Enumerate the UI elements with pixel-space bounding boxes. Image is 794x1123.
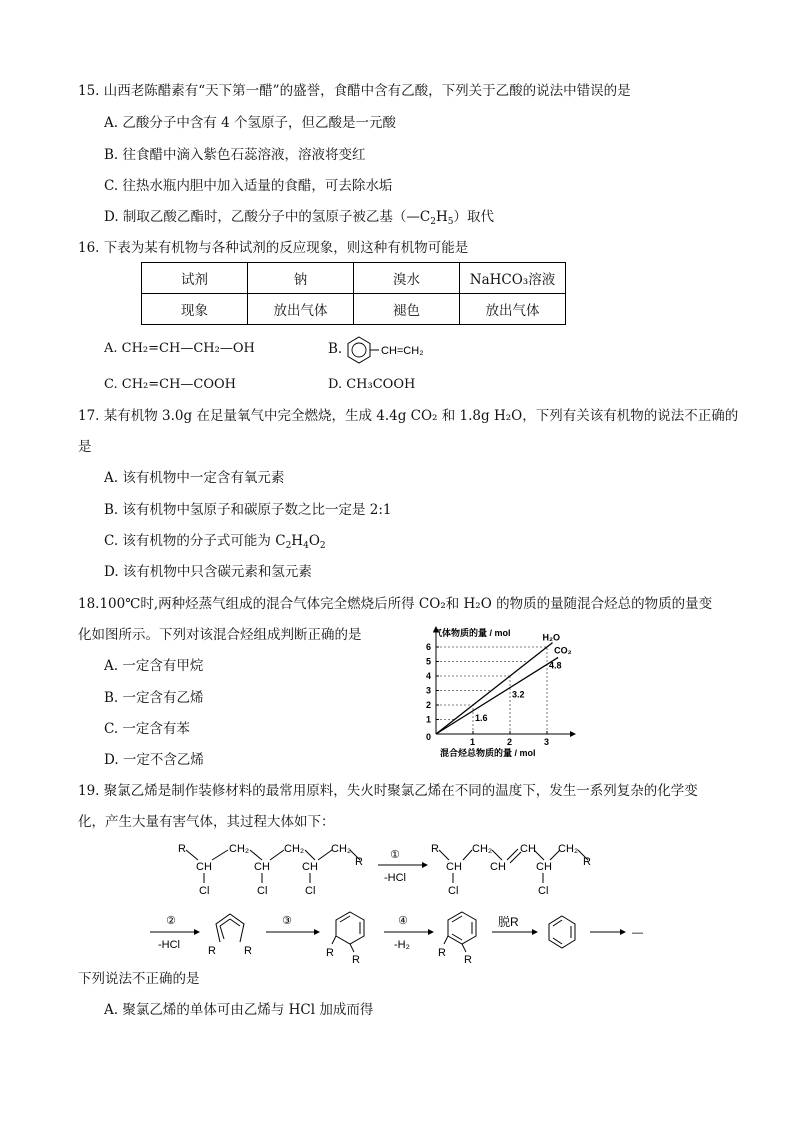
- table-cell: 现象: [142, 294, 248, 325]
- table-cell: 钠: [248, 263, 354, 294]
- product-cl: Cl: [538, 885, 549, 897]
- table-cell: 放出气体: [248, 294, 354, 325]
- q18-stem: 18.100℃时,两种烃蒸气组成的混合气体完全燃烧后所得 CO₂和 H₂O 的物质的量随混合烃总的物质的量变: [78, 596, 713, 612]
- continuation-dash: —: [632, 927, 643, 939]
- chain-ch2: CH₂: [331, 843, 352, 855]
- step4-label: ④: [398, 915, 408, 927]
- q16-stem: 16. 下表为某有机物与各种试剂的反应现象，则这种有机物可能是: [78, 240, 469, 256]
- q15-option-a: A. 乙酸分子中含有 4 个氢原子，但乙酸是一元酸: [104, 115, 397, 131]
- x-tick-label: 1: [470, 737, 476, 747]
- minus-h2-label: -H₂: [394, 939, 410, 951]
- x-axis-label: 混合烃总物质的量 / mol: [440, 748, 536, 758]
- arrow-head: [428, 929, 434, 935]
- q18-option-b: B. 一定含有乙烯: [104, 690, 204, 706]
- benzene-ring: [348, 337, 370, 363]
- q18-option-d: D. 一定不含乙烯: [104, 752, 204, 768]
- x-axis-arrow: [570, 731, 576, 737]
- chain-ch2: CH₂: [229, 843, 250, 855]
- product-ch2: CH₂: [472, 843, 493, 855]
- bond-line: [350, 944, 354, 952]
- table-cell: 褪色: [354, 294, 460, 325]
- product-r-left: R: [431, 843, 439, 855]
- data-label: 1.6: [475, 712, 488, 723]
- y-tick-label: 3: [426, 685, 432, 696]
- y-tick-label: 5: [426, 656, 432, 667]
- bond-line: [270, 850, 284, 860]
- product-ch2: CH₂: [558, 843, 579, 855]
- double-bond-line: [220, 926, 224, 939]
- step1-label: ①: [390, 849, 400, 861]
- bond-line: [305, 850, 315, 860]
- styrene-structure: [344, 334, 454, 364]
- y-tick-label: 2: [426, 700, 432, 710]
- arrow-head: [422, 862, 428, 868]
- q18-option-c: C. 一定含有苯: [104, 721, 190, 737]
- chain-r-left: R: [178, 843, 186, 855]
- q19-option-a: A. 聚氯乙烯的单体可由乙烯与 HCl 加成而得: [104, 1002, 374, 1018]
- product-ch: CH: [446, 861, 462, 873]
- double-bond-line: [507, 849, 518, 860]
- bond-line: [186, 850, 198, 860]
- product-ch: CH: [536, 861, 552, 873]
- chain-cl: Cl: [305, 885, 316, 897]
- chain-ch2: CH₂: [284, 843, 305, 855]
- q18-option-a: A. 一定含有甲烷: [104, 658, 204, 674]
- triene-r-right: R: [244, 945, 252, 957]
- bond-line: [534, 850, 544, 860]
- q17-option-d: D. 该有机物中只含碳元素和氢元素: [104, 564, 312, 580]
- styrene-formula: CH=CH₂: [381, 345, 424, 357]
- bond-line: [492, 850, 502, 860]
- product-ch: CH: [520, 843, 536, 855]
- arrow-head: [620, 929, 626, 935]
- bond-line: [332, 936, 336, 944]
- q16-option-a: A. CH₂=CH—CH₂—OH: [104, 341, 255, 356]
- y-tick-label: 6: [426, 642, 432, 652]
- bond-line: [462, 944, 466, 952]
- series-label: H₂O: [542, 632, 561, 643]
- bond-line: [444, 936, 448, 944]
- product-ch: CH: [490, 861, 506, 873]
- step3-label: ③: [282, 915, 292, 927]
- bond-line: [318, 850, 332, 860]
- data-label: 4.8: [549, 660, 562, 671]
- origin-tick-label: 0: [426, 732, 432, 742]
- table-cell: 溴水: [354, 263, 460, 294]
- q17-option-c: C. 该有机物的分子式可能为 $C_2H_4O_2$: [104, 533, 326, 551]
- q19-stem: 19. 聚氯乙烯是制作装修材料的最常用原料，失火时聚氯乙烯在不同的温度下，发生一系列复杂的化学变: [78, 783, 698, 799]
- step2-label: ②: [166, 915, 176, 927]
- chain-ch: CH: [254, 861, 270, 873]
- arrow-head: [194, 929, 200, 935]
- chain-cl: Cl: [257, 885, 268, 897]
- product-r-right: R: [583, 856, 591, 868]
- x-tick-label: 2: [507, 737, 513, 747]
- arrow-head: [314, 929, 320, 935]
- table-row: [142, 263, 566, 294]
- arrow-head: [532, 929, 538, 935]
- minus-hcl-label: -HCl: [158, 939, 180, 951]
- triene-r-left: R: [208, 945, 216, 957]
- data-label: 3.2: [512, 689, 525, 700]
- series-label: CO₂: [554, 645, 572, 656]
- q17-option-a: A. 该有机物中一定含有氧元素: [104, 470, 285, 486]
- chain-ch: CH: [196, 861, 212, 873]
- q17-stem: 17. 某有机物 3.0g 在足量氧气中完全燃烧，生成 4.4g CO₂ 和 1.8g H₂O，下列有关该有机物的说法不正确的: [78, 408, 739, 424]
- diene-r-left: R: [326, 947, 334, 959]
- pvc-decomposition-scheme: [150, 838, 660, 968]
- q15-stem: 15. 山西老陈醋素有“天下第一醋”的盛誉，食醋中含有乙酸，下列关于乙酸的说法中错误的是: [78, 83, 631, 99]
- q16-option-b-label: B.: [328, 341, 343, 357]
- table-row: [142, 294, 566, 325]
- table-cell: 放出气体: [460, 294, 566, 325]
- remove-r-label: 脱R: [498, 915, 519, 929]
- product-cl: Cl: [448, 885, 459, 897]
- q18-stem-cont: 化如图所示。下列对该混合烃组成判断正确的是: [78, 627, 362, 643]
- benzene-r-left: R: [438, 947, 446, 959]
- q15-option-b: B. 往食醋中滴入紫色石蕊溶液，溶液将变红: [104, 147, 366, 163]
- x-tick-label: 3: [544, 737, 550, 747]
- q19-prompt: 下列说法不正确的是: [78, 971, 200, 987]
- q15-option-d: D. 制取乙酸乙酯时，乙酸分子中的氢原子被乙基$(—C_2H_5)$取代: [104, 209, 495, 227]
- bond-line: [439, 850, 449, 860]
- minus-hcl-label: -HCl: [384, 872, 406, 884]
- chain-cl: Cl: [199, 885, 210, 897]
- bond-line: [250, 850, 262, 860]
- y-tick-label: 1: [426, 714, 432, 725]
- q15-option-c: C. 往热水瓶内胆中加入适量的食醋，可去除水垢: [104, 178, 393, 194]
- chain-ch: CH: [302, 861, 318, 873]
- q16-reaction-table: [141, 262, 566, 325]
- series-line: [436, 657, 558, 734]
- chain-r-right: R: [355, 856, 363, 868]
- table-cell: NaHCO₃溶液: [460, 263, 566, 294]
- q16-option-c: C. CH₂=CH—COOH: [104, 377, 237, 392]
- benzene-r-right: R: [464, 954, 472, 966]
- table-cell: 试剂: [142, 263, 248, 294]
- diene-r-right: R: [352, 954, 360, 966]
- y-tick-label: 4: [426, 671, 432, 681]
- q18-chart: [418, 626, 578, 764]
- series-line: [436, 643, 553, 734]
- q17-option-b: B. 该有机物中氢原子和碳原子数之比一定是 2:1: [104, 502, 392, 518]
- q19-stem-cont: 化，产生大量有害气体，其过程大体如下：: [78, 814, 335, 830]
- y-axis-label: 气体物质的量 / mol: [433, 628, 511, 638]
- bond-line: [463, 850, 472, 860]
- aromatic-circle: [352, 343, 366, 357]
- q16-option-d: D. CH₃COOH: [328, 377, 416, 392]
- q17-stem-cont: 是: [78, 439, 92, 455]
- bond-line: [212, 850, 228, 860]
